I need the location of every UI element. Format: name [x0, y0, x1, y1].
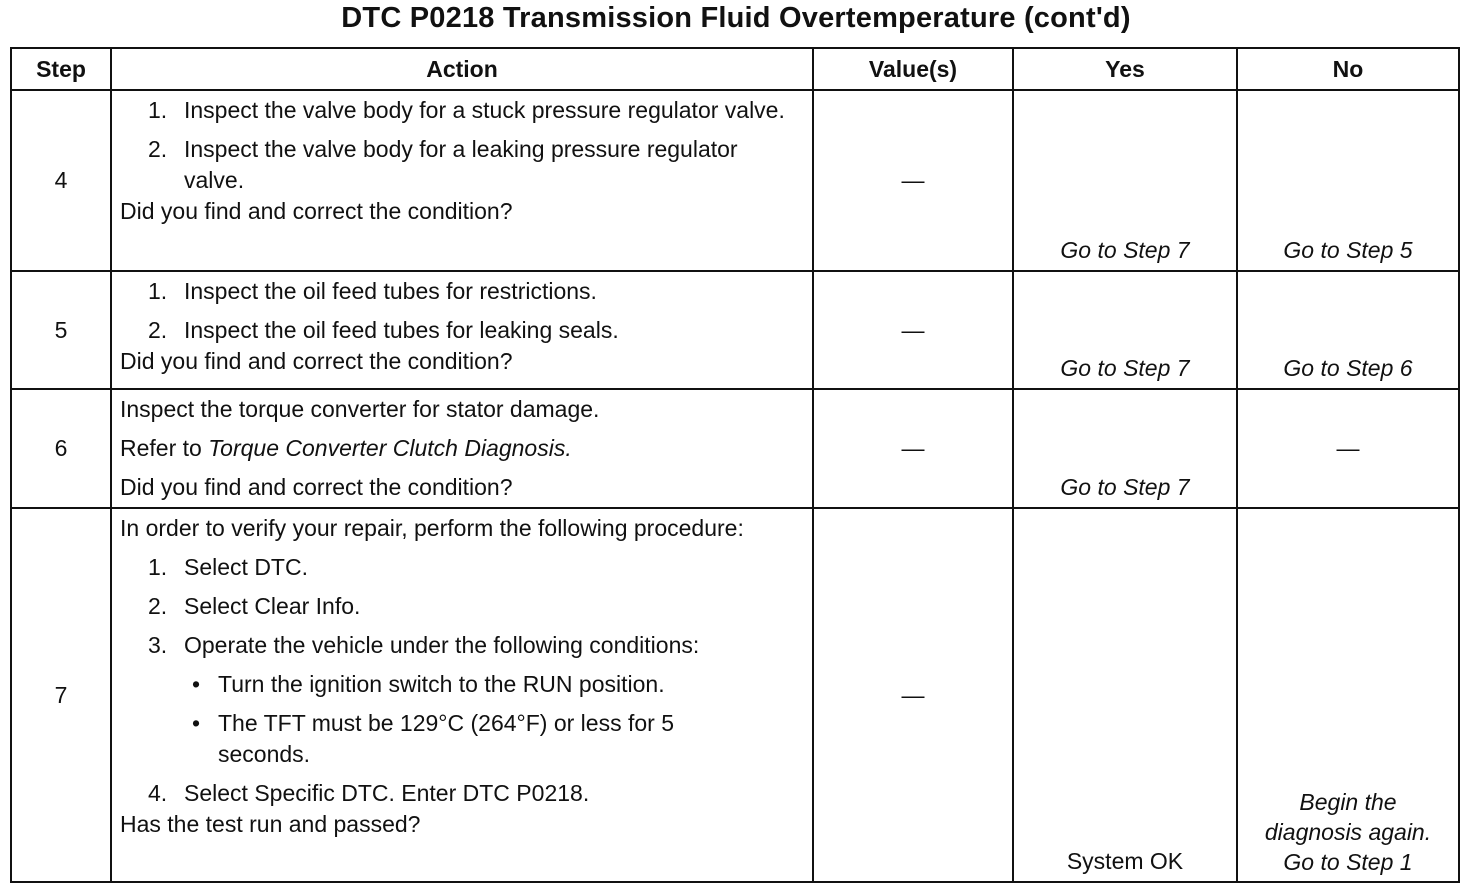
- no-cell: —: [1237, 389, 1459, 508]
- table-row-step-7: [11, 508, 1459, 882]
- question-text: Did you find and correct the condition?: [120, 348, 513, 374]
- list-item: 2. Inspect the oil feed tubes for leaking seals.: [148, 317, 619, 343]
- step-number: 7: [11, 508, 111, 882]
- action-cell: [111, 389, 813, 508]
- list-item: 4. Select Specific DTC. Enter DTC P0218.: [148, 780, 590, 806]
- header-action: Action: [111, 48, 813, 90]
- header-step: Step: [11, 48, 111, 90]
- step-number: 4: [11, 90, 111, 271]
- yes-cell: Go to Step 7: [1013, 389, 1237, 508]
- page-title: DTC P0218 Transmission Fluid Overtemperature (cont'd): [341, 2, 1131, 34]
- step-number: 6: [11, 389, 111, 508]
- refer-line: Refer to Torque Converter Clutch Diagnosis.: [120, 435, 572, 461]
- table-row-step-5: [11, 271, 1459, 389]
- bullet-item: • The TFT must be 129°C (264°F) or less for 5 seconds.: [192, 710, 674, 767]
- list-item: 2. Select Clear Info.: [148, 593, 361, 619]
- value-cell: —: [813, 508, 1013, 882]
- yes-cell: Go to Step 7: [1013, 90, 1237, 271]
- intro-text: In order to verify your repair, perform the following procedure:: [120, 515, 744, 541]
- diagnostic-table: [10, 47, 1460, 883]
- list-item: 1. Inspect the oil feed tubes for restrictions.: [148, 278, 597, 304]
- question-text: Did you find and correct the condition?: [120, 474, 513, 500]
- bullet-item: • Turn the ignition switch to the RUN position.: [192, 671, 665, 697]
- no-cell: Go to Step 5: [1237, 90, 1459, 271]
- header-values: Value(s): [813, 48, 1013, 90]
- action-text: Inspect the torque converter for stator damage.: [120, 396, 600, 422]
- list-item: 3. Operate the vehicle under the following conditions:: [148, 632, 700, 658]
- step-number: 5: [11, 271, 111, 389]
- value-cell: —: [813, 90, 1013, 271]
- value-cell: —: [813, 271, 1013, 389]
- yes-cell: System OK: [1013, 508, 1237, 882]
- table-row-step-6: [11, 389, 1459, 508]
- value-cell: —: [813, 389, 1013, 508]
- no-cell: Go to Step 6: [1237, 271, 1459, 389]
- action-cell: [111, 90, 813, 271]
- list-item: 2. Inspect the valve body for a leaking pressure regulator valve.: [148, 136, 738, 193]
- no-cell: Begin the diagnosis again. Go to Step 1: [1237, 508, 1459, 882]
- action-cell: [111, 508, 813, 882]
- header-yes: Yes: [1013, 48, 1237, 90]
- header-no: No: [1237, 48, 1459, 90]
- question-text: Has the test run and passed?: [120, 811, 421, 837]
- action-cell: [111, 271, 813, 389]
- list-item: 1. Select DTC.: [148, 554, 308, 580]
- table-row-step-4: [11, 90, 1459, 271]
- header-row: [11, 48, 1459, 90]
- refer-link: Torque Converter Clutch Diagnosis.: [208, 435, 572, 461]
- list-item: 1. Inspect the valve body for a stuck pressure regulator valve.: [148, 97, 785, 123]
- yes-cell: Go to Step 7: [1013, 271, 1237, 389]
- question-text: Did you find and correct the condition?: [120, 198, 513, 224]
